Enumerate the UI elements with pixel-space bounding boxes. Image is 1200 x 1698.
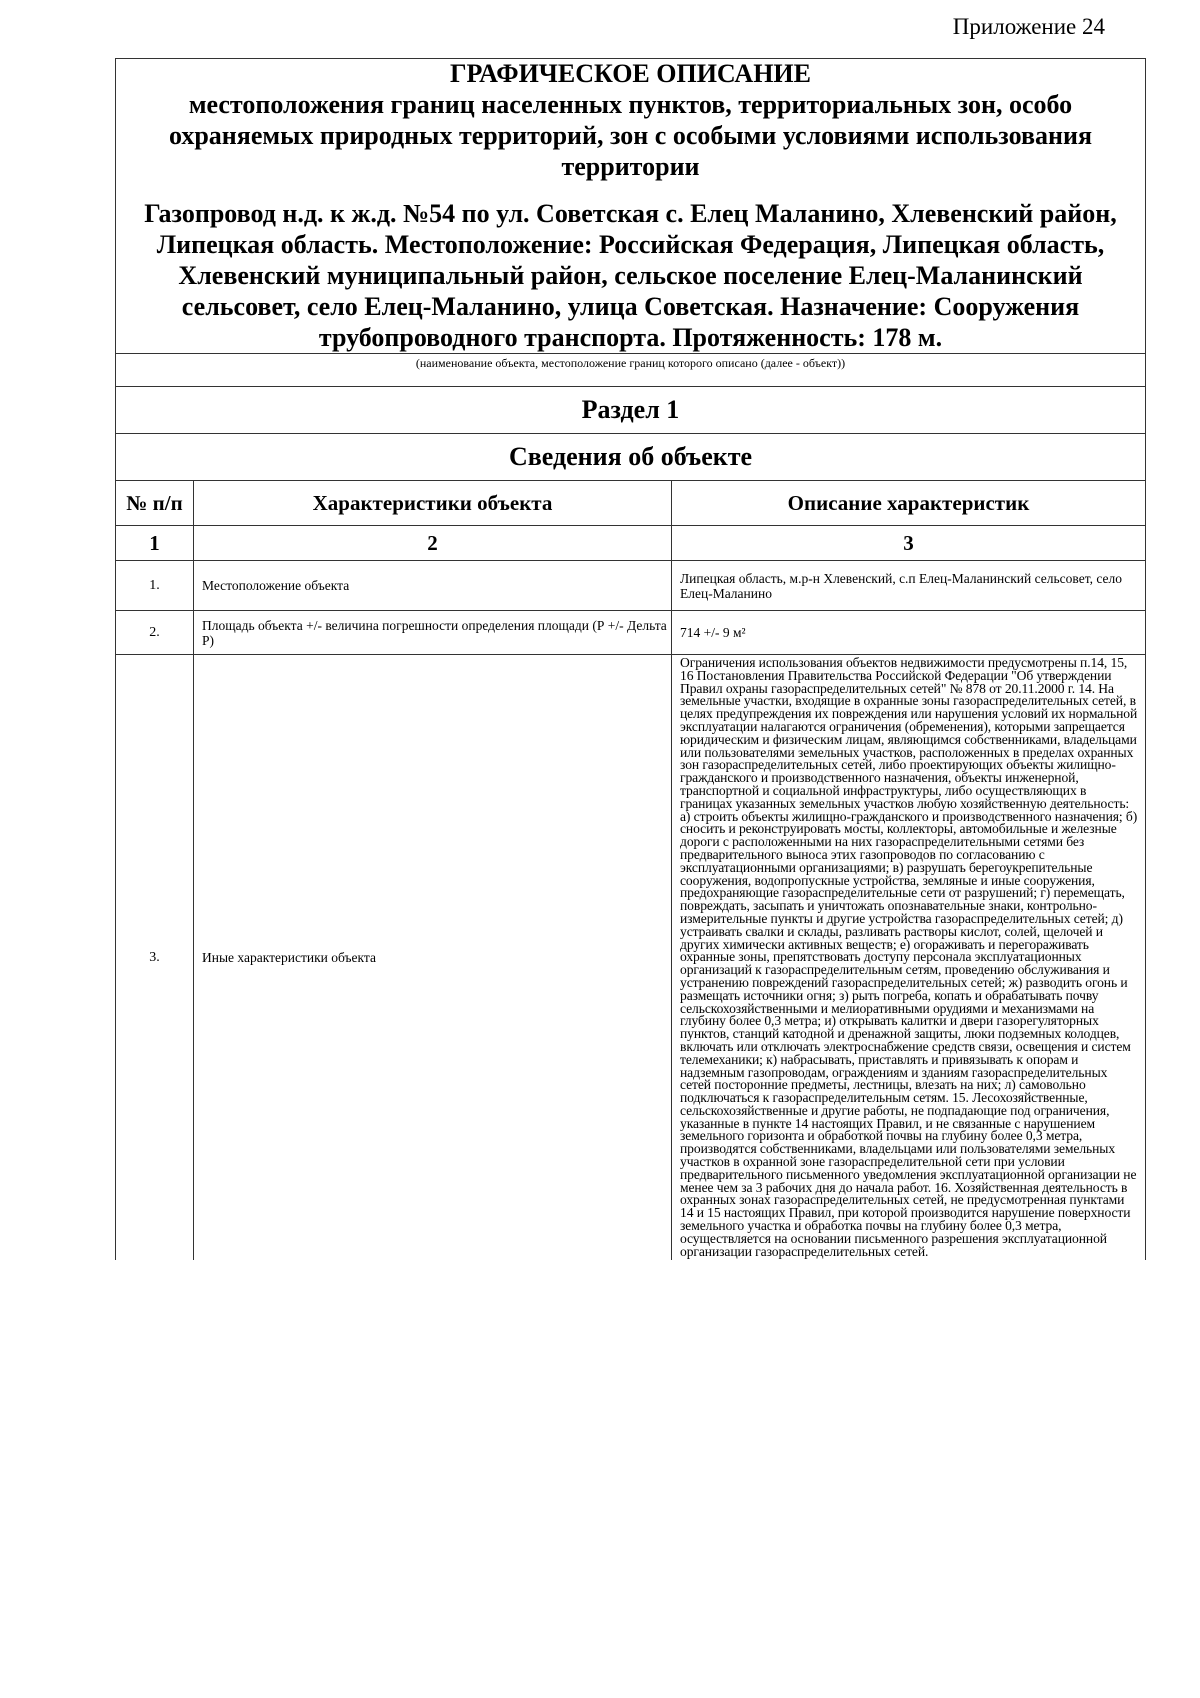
row-label: Площадь объекта +/- величина погрешности определения площади (Р +/- Дельта Р) xyxy=(194,611,672,655)
row-value: Ограничения использования объектов недвижимости предусмотрены п.14, 15, 16 Постановления Правительства Российской Федерации "Об утверждении Правил охраны газораспределительных сетей" № 878 от 20.11.2000 г. 14. На земельные участки, входящие в охранные зоны газораспределительных сетей, в целях предупреждения их повреждения или нарушения условий их нормальной эксплуатации налагаются ограничения (обременения), которыми запрещается юридическим и физическим лицам, являющимся собственниками, владельцами или пользователями земельных участков, расположенных в пределах охранных зон газораспределительных сетей, либо проектирующих объекты жилищно-гражданского и производственного назначения, объекты инженерной, транспортной и социальной инфраструктуры, либо осуществляющих в границах указанных земельных участков любую хозяйственную деятельность: а) строить объекты жилищно-гражданского и производственного назначения; б) сносить и реконструировать мосты, коллекторы, автомобильные и железные дороги с расположенными на них газораспределительными сетями без предварительного выноса этих газопроводов по согласованию с эксплуатационными организациями; в) разрушать берегоукрепительные сооружения, водопропускные устройства, земляные и иные сооружения, предохраняющие газораспределительные сети от разрушений; г) перемещать, повреждать, засыпать и уничтожать опознавательные знаки, контрольно-измерительные пункты и другие устройства газораспределительных сетей; д) устраивать свалки и склады, разливать растворы кислот, солей, щелочей и других химически активных веществ; е) огораживать и перегораживать охранные зоны, препятствовать доступу персонала эксплуатационных организаций к газораспределительным сетям, проведению обслуживания и устранению повреждений газораспределительных сетей; ж) разводить огонь и размещать источники огня; з) рыть погреба, копать и обрабатывать почву сельскохозяйственными и мелиоративными орудиями и механизмами на глубину более 0,3 метра; и) открывать калитки и двери газорегуляторных пунктов, станций катодной и дренажной защиты, люки подземных колодцев, включать или отключать электроснабжение средств связи, освещения и систем телемеханики; к) набрасывать, приставлять и привязывать к опорам и надземным газопроводам, ограждениям и зданиям газораспределительных сетей посторонние предметы, лестницы, влезать на них; л) самовольно подключаться к газораспределительным сетям. 15. Лесохозяйственные, сельскохозяйственные и другие работы, не подпадающие под ограничения, указанные в пункте 14 настоящих Правил, и не связанные с нарушением земельного горизонта и обработкой почвы на глубину более 0,3 метра, производятся собственниками, владельцами или пользователями земельных участков в охранной зоне газораспределительной сети при условии предварительного письменного уведомления эксплуатационной организации не менее чем за 3 рабочих дня до начала работ. 16. Хозяйственная деятельность в охранных зонах газораспределительных сетей, не предусмотренная пунктами 14 и 15 настоящих Правил, при которой производится нарушение поверхности земельного участка и обработка почвы на глубину более 0,3 метра, осуществляется на основании письменного разрешения эксплуатационной организации газораспределительных сетей. xyxy=(672,655,1146,1261)
row-label: Местоположение объекта xyxy=(194,561,672,611)
row-number: 3. xyxy=(116,655,194,1261)
section-label: Раздел 1 xyxy=(116,387,1146,434)
table-row xyxy=(116,561,1146,611)
header-description: Описание характеристик xyxy=(672,481,1146,526)
document-subtitle: местоположения границ населенных пунктов, территориальных зон, особо охраняемых природных территорий, зон с особыми условиями использования территории xyxy=(168,90,1093,181)
row-value: 714 +/- 9 м² xyxy=(672,611,1146,655)
row-value: Липецкая область, м.р-н Хлевенский, с.п Елец-Маланинский сельсовет, село Елец-Маланино xyxy=(672,561,1146,611)
appendix-label: Приложение 24 xyxy=(952,14,1105,39)
document-table xyxy=(115,58,1146,1260)
row-number: 2. xyxy=(116,611,194,655)
section-title: Сведения об объекте xyxy=(116,434,1146,481)
object-caption: (наименование объекта, местоположение границ которого описано (далее - объект)) xyxy=(116,354,1146,387)
table-row xyxy=(116,655,1146,1261)
row-label: Иные характеристики объекта xyxy=(194,655,672,1261)
title-block xyxy=(116,59,1146,354)
document-title: ГРАФИЧЕСКОЕ ОПИСАНИЕ xyxy=(450,59,811,88)
table-header-row xyxy=(116,481,1146,526)
header-number: № п/п xyxy=(116,481,194,526)
table-row xyxy=(116,611,1146,655)
column-number-2: 2 xyxy=(194,526,672,561)
column-number-row xyxy=(116,526,1146,561)
document-frame xyxy=(115,58,1146,1260)
column-number-1: 1 xyxy=(116,526,194,561)
row-number: 1. xyxy=(116,561,194,611)
header-characteristics: Характеристики объекта xyxy=(194,481,672,526)
object-title: Газопровод н.д. к ж.д. №54 по ул. Советская с. Елец Маланино, Хлевенский район, Липецкая область. Местоположение: Российская Федерация, Липецкая область, Хлевенский муниципальный район, сельское поселение Елец-Маланинский сельсовет, село Елец-Маланино, улица Советская. Назначение: Сооружения трубопроводного транспорта. Протяженность: 178 м. xyxy=(144,199,1117,352)
column-number-3: 3 xyxy=(672,526,1146,561)
